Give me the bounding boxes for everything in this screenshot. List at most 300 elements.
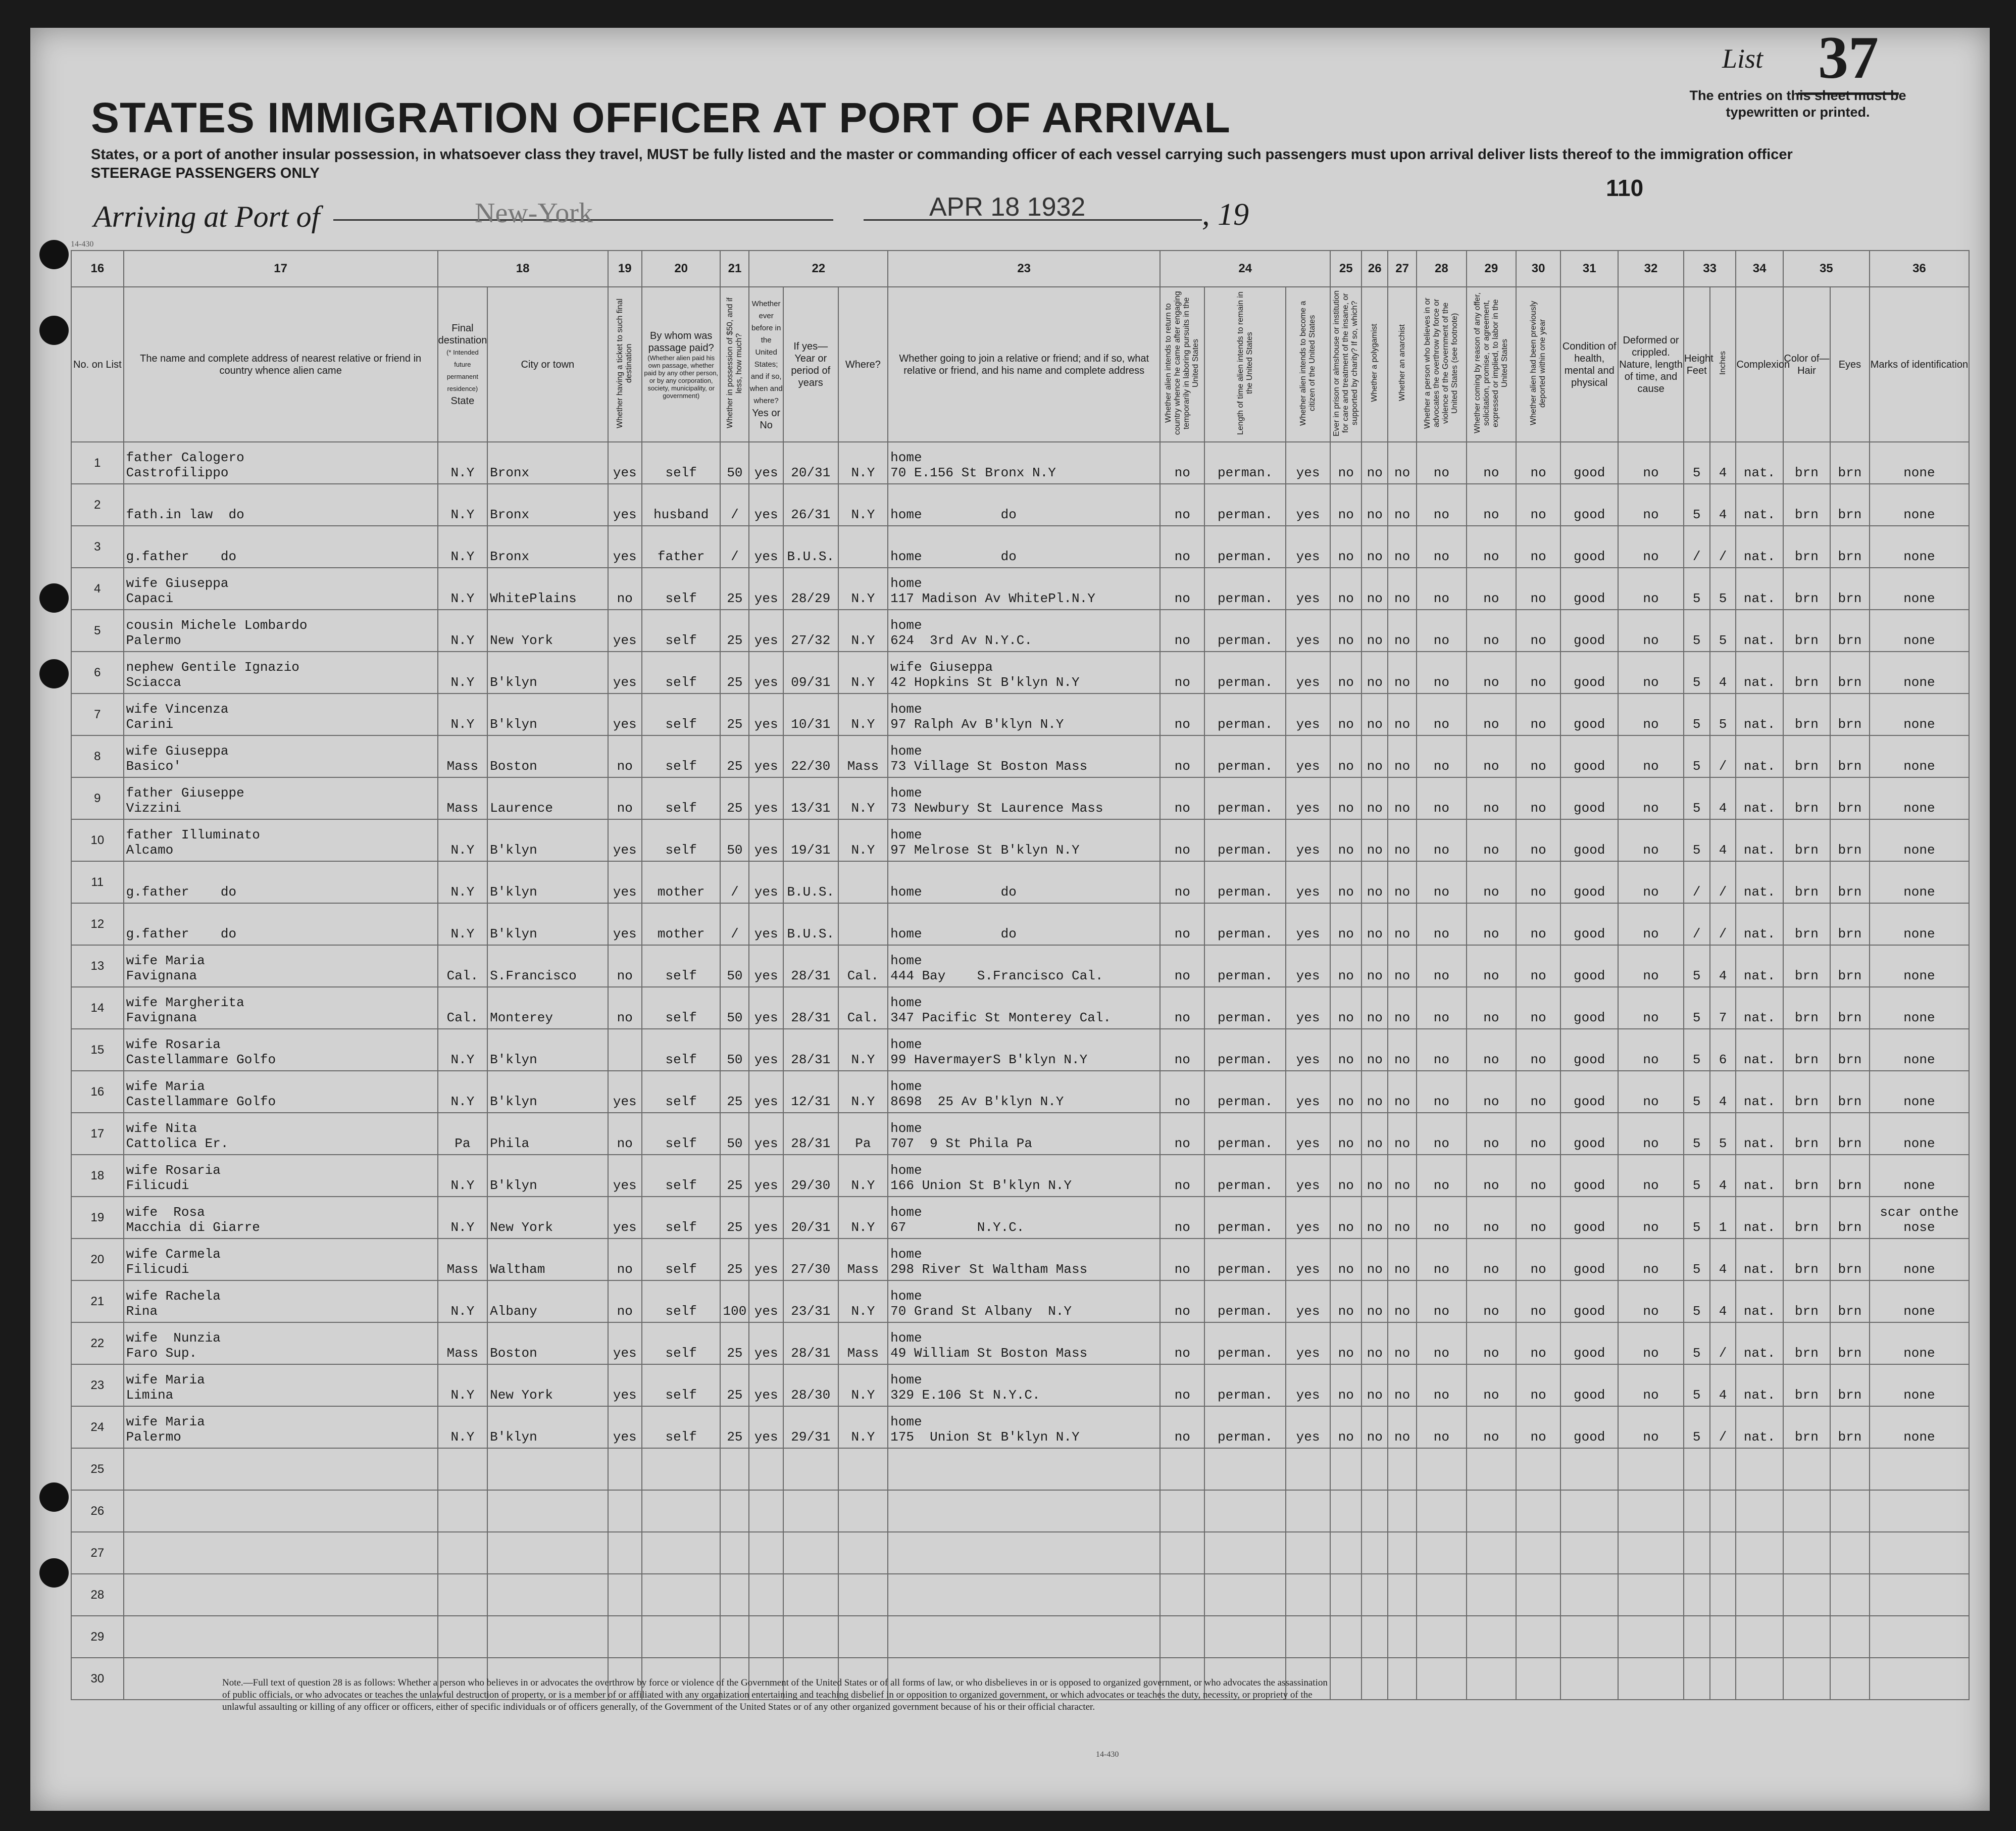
header-col29-label: Whether coming by reason of any offer, solicitation, promise, or agreement, expressed or implied, to labor in the United States <box>1473 292 1509 433</box>
empty-cell <box>1710 1574 1736 1616</box>
cell-inches: 6 <box>1710 1029 1736 1071</box>
cell-city: WhitePlains <box>487 568 608 610</box>
cell-eyes: brn <box>1830 819 1870 861</box>
cell-c30: no <box>1516 694 1560 735</box>
cell-complexion: nat. <box>1736 694 1783 735</box>
cell-money: 50 <box>720 945 749 987</box>
empty-cell <box>720 1532 749 1574</box>
cell-joining: home 67 N.Y.C. <box>888 1197 1160 1239</box>
empty-cell <box>888 1574 1160 1616</box>
empty-cell <box>438 1574 487 1616</box>
cell-c28: no <box>1417 1280 1466 1322</box>
cell-complexion: nat. <box>1736 1197 1783 1239</box>
cell-complexion: nat. <box>1736 1322 1783 1364</box>
cell-no: 9 <box>71 777 124 819</box>
cell-no: 8 <box>71 735 124 777</box>
cell-state: N.Y <box>438 1071 487 1113</box>
cell-marks: none <box>1870 1322 1969 1364</box>
cell-deformed: no <box>1618 568 1684 610</box>
cell-money: 50 <box>720 442 749 484</box>
cell-hair: brn <box>1783 1280 1830 1322</box>
header-passage-paid <box>642 287 721 442</box>
cell-inches: 5 <box>1710 568 1736 610</box>
page-title: STATES IMMIGRATION OFFICER AT PORT OF ARRIVAL <box>91 94 1231 141</box>
cell-no: 15 <box>71 1029 124 1071</box>
empty-cell <box>888 1490 1160 1532</box>
empty-cell <box>1362 1490 1388 1532</box>
empty-cell <box>783 1616 838 1658</box>
cell-hair: brn <box>1783 652 1830 694</box>
cell-relative: wife Carmela Filicudi <box>124 1239 438 1280</box>
cell-no: 30 <box>71 1658 124 1700</box>
table-row <box>71 526 1969 568</box>
cell-where: N.Y <box>838 1197 888 1239</box>
cell-no: 27 <box>71 1532 124 1574</box>
empty-cell <box>749 1616 783 1658</box>
empty-cell <box>1516 1658 1560 1700</box>
header-col30-label: Whether alien had been previously deported within one year <box>1529 301 1547 425</box>
cell-inches: 4 <box>1710 484 1736 526</box>
empty-cell <box>1736 1658 1783 1700</box>
cell-hair: brn <box>1783 694 1830 735</box>
cell-c26: no <box>1362 1239 1388 1280</box>
cell-no: 12 <box>71 903 124 945</box>
cell-c25: no <box>1330 1322 1362 1364</box>
cell-deformed: no <box>1618 903 1684 945</box>
cell-complexion: nat. <box>1736 1406 1783 1448</box>
col-number: 32 <box>1618 251 1684 287</box>
cell-no: 25 <box>71 1448 124 1490</box>
cell-paid: self <box>642 1406 721 1448</box>
cell-city: Phila <box>487 1113 608 1155</box>
cell-c25: no <box>1330 1113 1362 1155</box>
cell-c28: no <box>1417 777 1466 819</box>
cell-c25: no <box>1330 442 1362 484</box>
cell-c29: no <box>1467 903 1516 945</box>
cell-no: 7 <box>71 694 124 735</box>
empty-cell <box>1684 1448 1710 1490</box>
cell-eyes: brn <box>1830 652 1870 694</box>
empty-cell <box>1286 1490 1330 1532</box>
cell-feet: / <box>1684 861 1710 903</box>
cell-state: N.Y <box>438 1155 487 1197</box>
cell-where: N.Y <box>838 610 888 652</box>
cell-feet: 5 <box>1684 1406 1710 1448</box>
cell-feet: 5 <box>1684 1155 1710 1197</box>
footer-code: 14-430 <box>1096 1750 1119 1759</box>
cell-hair: brn <box>1783 1155 1830 1197</box>
cell-eyes: brn <box>1830 1029 1870 1071</box>
header-nearest-relative: The name and complete address of nearest relative or friend in country whence alien came <box>124 287 438 442</box>
cell-p-length: perman. <box>1204 1364 1286 1406</box>
cell-state: Mass <box>438 1239 487 1280</box>
cell-where: Mass <box>838 735 888 777</box>
cell-paid: self <box>642 568 721 610</box>
col-number: 30 <box>1516 251 1560 287</box>
cell-inches: 4 <box>1710 1364 1736 1406</box>
cell-health: good <box>1560 526 1618 568</box>
empty-cell <box>1830 1574 1870 1616</box>
cell-deformed: no <box>1618 652 1684 694</box>
header-where: Where? <box>838 287 888 442</box>
cell-c30: no <box>1516 652 1560 694</box>
cell-deformed: no <box>1618 526 1684 568</box>
cell-c27: no <box>1388 1239 1417 1280</box>
cell-relative: wife Giuseppa Basico' <box>124 735 438 777</box>
sheet-number: 110 <box>1606 175 1644 201</box>
cell-c27: no <box>1388 484 1417 526</box>
cell-c28: no <box>1417 1029 1466 1071</box>
cell-c28: no <box>1417 1197 1466 1239</box>
cell-no: 26 <box>71 1490 124 1532</box>
empty-cell <box>1710 1490 1736 1532</box>
cell-paid: self <box>642 1322 721 1364</box>
cell-relative: g.father do <box>124 903 438 945</box>
cell-c26: no <box>1362 694 1388 735</box>
cell-deformed: no <box>1618 1071 1684 1113</box>
empty-cell <box>1618 1448 1684 1490</box>
empty-cell <box>487 1616 608 1658</box>
cell-marks: none <box>1870 526 1969 568</box>
cell-complexion: nat. <box>1736 442 1783 484</box>
cell-years: 20/31 <box>783 1197 838 1239</box>
cell-relative: wife Rosaria Castellammare Golfo <box>124 1029 438 1071</box>
table-row <box>71 1239 1969 1280</box>
empty-cell <box>642 1532 721 1574</box>
manifest-table <box>71 250 1970 1700</box>
empty-cell <box>1783 1658 1830 1700</box>
subtitle-class: STEERAGE PASSENGERS ONLY <box>91 165 320 181</box>
table-row <box>71 1029 1969 1071</box>
empty-cell <box>1388 1532 1417 1574</box>
cell-relative: wife Maria Favignana <box>124 945 438 987</box>
cell-deformed: no <box>1618 1406 1684 1448</box>
cell-marks: none <box>1870 1364 1969 1406</box>
cell-p-citizen: yes <box>1286 1364 1330 1406</box>
cell-marks: none <box>1870 694 1969 735</box>
cell-c30: no <box>1516 1197 1560 1239</box>
cell-state: Mass <box>438 735 487 777</box>
punch-hole-icon <box>39 583 69 613</box>
cell-state: N.Y <box>438 652 487 694</box>
empty-cell <box>1560 1574 1618 1616</box>
empty-cell <box>1830 1448 1870 1490</box>
cell-city: Laurence <box>487 777 608 819</box>
cell-c25: no <box>1330 568 1362 610</box>
cell-c27: no <box>1388 1364 1417 1406</box>
cell-no: 29 <box>71 1616 124 1658</box>
cell-no: 10 <box>71 819 124 861</box>
header-purpose-citizen-label: Whether alien intends to become a citizen of the United States <box>1299 300 1317 426</box>
cell-joining: home 624 3rd Av N.Y.C. <box>888 610 1160 652</box>
cell-ticket: yes <box>608 652 642 694</box>
empty-cell <box>1467 1490 1516 1532</box>
empty-cell <box>783 1532 838 1574</box>
cell-c26: no <box>1362 777 1388 819</box>
cell-paid: self <box>642 1364 721 1406</box>
cell-p-return: no <box>1160 903 1204 945</box>
cell-years: 28/31 <box>783 1322 838 1364</box>
cell-c27: no <box>1388 526 1417 568</box>
cell-hair: brn <box>1783 1113 1830 1155</box>
cell-state: N.Y <box>438 1406 487 1448</box>
cell-c25: no <box>1330 652 1362 694</box>
cell-c26: no <box>1362 1071 1388 1113</box>
col-number: 36 <box>1870 251 1969 287</box>
cell-c27: no <box>1388 735 1417 777</box>
table-row <box>71 1322 1969 1364</box>
cell-marks: none <box>1870 1155 1969 1197</box>
cell-health: good <box>1560 652 1618 694</box>
empty-cell <box>1388 1448 1417 1490</box>
cell-health: good <box>1560 903 1618 945</box>
header-passage-note: (Whether alien paid his own passage, whether paid by any other person, or by any corporation, society, municipality, or government) <box>644 354 719 400</box>
cell-paid: self <box>642 1239 721 1280</box>
cell-health: good <box>1560 777 1618 819</box>
col-number: 34 <box>1736 251 1783 287</box>
cell-eyes: brn <box>1830 1197 1870 1239</box>
cell-p-return: no <box>1160 442 1204 484</box>
empty-cell <box>1736 1616 1783 1658</box>
empty-cell <box>1516 1574 1560 1616</box>
empty-cell <box>1160 1532 1204 1574</box>
cell-health: good <box>1560 861 1618 903</box>
cell-c26: no <box>1362 1364 1388 1406</box>
cell-city: Boston <box>487 735 608 777</box>
cell-c30: no <box>1516 1113 1560 1155</box>
header-no-on-list: No. on List <box>71 287 124 442</box>
cell-ticket: yes <box>608 1197 642 1239</box>
cell-marks: none <box>1870 1239 1969 1280</box>
cell-complexion: nat. <box>1736 526 1783 568</box>
cell-c28: no <box>1417 1406 1466 1448</box>
table-row <box>71 652 1969 694</box>
cell-complexion: nat. <box>1736 1113 1783 1155</box>
cell-ticket: yes <box>608 1406 642 1448</box>
header-polygamist-label: Whether a polygamist <box>1370 324 1379 402</box>
cell-feet: 5 <box>1684 1239 1710 1280</box>
cell-deformed: no <box>1618 819 1684 861</box>
cell-yn: yes <box>749 610 783 652</box>
cell-p-citizen: yes <box>1286 861 1330 903</box>
cell-ticket: yes <box>608 442 642 484</box>
cell-feet: 5 <box>1684 652 1710 694</box>
cell-c25: no <box>1330 610 1362 652</box>
empty-cell <box>608 1448 642 1490</box>
empty-cell <box>1467 1448 1516 1490</box>
cell-p-citizen: yes <box>1286 694 1330 735</box>
table-row <box>71 735 1969 777</box>
empty-cell <box>1516 1490 1560 1532</box>
cell-yn: yes <box>749 568 783 610</box>
cell-complexion: nat. <box>1736 1071 1783 1113</box>
cell-city: Bronx <box>487 484 608 526</box>
empty-cell <box>1204 1532 1286 1574</box>
cell-where <box>838 903 888 945</box>
table-row <box>71 568 1969 610</box>
manifest-body <box>71 442 1969 1700</box>
cell-state: N.Y <box>438 1197 487 1239</box>
cell-c29: no <box>1467 777 1516 819</box>
empty-cell <box>1710 1658 1736 1700</box>
col-number: 20 <box>642 251 721 287</box>
cell-money: 100 <box>720 1280 749 1322</box>
cell-feet: 5 <box>1684 819 1710 861</box>
empty-cell <box>1870 1490 1969 1532</box>
cell-feet: / <box>1684 903 1710 945</box>
cell-paid: self <box>642 652 721 694</box>
cell-c30: no <box>1516 735 1560 777</box>
cell-c30: no <box>1516 610 1560 652</box>
empty-cell <box>1560 1616 1618 1658</box>
cell-money: 25 <box>720 1406 749 1448</box>
cell-c28: no <box>1417 568 1466 610</box>
empty-cell <box>1870 1574 1969 1616</box>
cell-feet: 5 <box>1684 484 1710 526</box>
empty-cell <box>1684 1490 1710 1532</box>
cell-ticket: no <box>608 568 642 610</box>
cell-health: good <box>1560 1406 1618 1448</box>
cell-state: Cal. <box>438 987 487 1029</box>
cell-c28: no <box>1417 1155 1466 1197</box>
cell-relative: g.father do <box>124 861 438 903</box>
empty-cell <box>1362 1574 1388 1616</box>
cell-deformed: no <box>1618 610 1684 652</box>
cell-p-citizen: yes <box>1286 568 1330 610</box>
empty-cell <box>487 1574 608 1616</box>
cell-eyes: brn <box>1830 1406 1870 1448</box>
header-inches <box>1710 287 1736 442</box>
cell-state: N.Y <box>438 903 487 945</box>
cell-inches: / <box>1710 526 1736 568</box>
cell-c27: no <box>1388 568 1417 610</box>
empty-cell <box>1560 1490 1618 1532</box>
header-ticket-label: Whether having a ticket to such final destination <box>616 298 634 428</box>
empty-cell <box>1516 1616 1560 1658</box>
cell-no: 17 <box>71 1113 124 1155</box>
cell-yn: yes <box>749 652 783 694</box>
empty-cell <box>1618 1490 1684 1532</box>
col-number: 19 <box>608 251 642 287</box>
cell-c29: no <box>1467 861 1516 903</box>
cell-complexion: nat. <box>1736 1155 1783 1197</box>
table-row <box>71 1406 1969 1448</box>
empty-cell <box>608 1574 642 1616</box>
cell-joining: home 99 HavermayerS B'klyn N.Y <box>888 1029 1160 1071</box>
typewritten-note: The entries on this sheet must be typewritten or printed. <box>1689 88 1906 120</box>
header-purpose-return <box>1160 287 1204 442</box>
header-purpose-length <box>1204 287 1286 442</box>
cell-joining: home do <box>888 861 1160 903</box>
cell-c27: no <box>1388 1322 1417 1364</box>
empty-cell <box>1783 1616 1830 1658</box>
cell-c28: no <box>1417 610 1466 652</box>
cell-c30: no <box>1516 1322 1560 1364</box>
cell-inches: 4 <box>1710 1071 1736 1113</box>
empty-cell <box>1467 1574 1516 1616</box>
empty-cell <box>1417 1574 1466 1616</box>
cell-hair: brn <box>1783 610 1830 652</box>
cell-c27: no <box>1388 819 1417 861</box>
cell-joining: home 329 E.106 St N.Y.C. <box>888 1364 1160 1406</box>
cell-where: N.Y <box>838 1406 888 1448</box>
cell-p-citizen: yes <box>1286 903 1330 945</box>
empty-cell <box>749 1448 783 1490</box>
cell-c26: no <box>1362 945 1388 987</box>
cell-p-length: perman. <box>1204 945 1286 987</box>
cell-hair: brn <box>1783 1197 1830 1239</box>
cell-p-length: perman. <box>1204 861 1286 903</box>
cell-money: / <box>720 861 749 903</box>
empty-cell <box>1736 1448 1783 1490</box>
empty-cell <box>1618 1574 1684 1616</box>
cell-ticket: no <box>608 945 642 987</box>
col-number: 27 <box>1388 251 1417 287</box>
cell-c29: no <box>1467 568 1516 610</box>
cell-hair: brn <box>1783 1322 1830 1364</box>
cell-yn: yes <box>749 1280 783 1322</box>
cell-where: N.Y <box>838 652 888 694</box>
cell-paid: self <box>642 945 721 987</box>
cell-p-length: perman. <box>1204 1071 1286 1113</box>
cell-complexion: nat. <box>1736 1239 1783 1280</box>
header-feet <box>1684 287 1713 442</box>
empty-cell <box>888 1616 1160 1658</box>
table-row <box>71 1197 1969 1239</box>
empty-cell <box>1160 1616 1204 1658</box>
cell-no: 11 <box>71 861 124 903</box>
cell-c25: no <box>1330 1239 1362 1280</box>
cell-p-length: perman. <box>1204 526 1286 568</box>
cell-no: 4 <box>71 568 124 610</box>
cell-deformed: no <box>1618 1322 1684 1364</box>
table-row <box>71 1071 1969 1113</box>
cell-marks: none <box>1870 1029 1969 1071</box>
cell-state: N.Y <box>438 526 487 568</box>
table-row <box>71 694 1969 735</box>
cell-marks: none <box>1870 652 1969 694</box>
cell-joining: home 175 Union St B'klyn N.Y <box>888 1406 1160 1448</box>
cell-relative: wife Nunzia Faro Sup. <box>124 1322 438 1364</box>
cell-c28: no <box>1417 1322 1466 1364</box>
header-passage-paid-label: By whom was passage paid? <box>648 330 714 354</box>
empty-cell <box>1618 1658 1684 1700</box>
cell-c27: no <box>1388 945 1417 987</box>
cell-joining: home 444 Bay S.Francisco Cal. <box>888 945 1160 987</box>
cell-paid: self <box>642 1197 721 1239</box>
cell-health: good <box>1560 735 1618 777</box>
cell-marks: none <box>1870 1113 1969 1155</box>
cell-joining: wife Giuseppa 42 Hopkins St B'klyn N.Y <box>888 652 1160 694</box>
cell-deformed: no <box>1618 1197 1684 1239</box>
cell-marks: none <box>1870 735 1969 777</box>
cell-health: good <box>1560 1364 1618 1406</box>
cell-p-return: no <box>1160 777 1204 819</box>
cell-c29: no <box>1467 1364 1516 1406</box>
cell-complexion: nat. <box>1736 987 1783 1029</box>
cell-money: 25 <box>720 777 749 819</box>
cell-feet: 5 <box>1684 1322 1710 1364</box>
empty-cell <box>1467 1658 1516 1700</box>
cell-c26: no <box>1362 987 1388 1029</box>
cell-relative: father Giuseppe Vizzini <box>124 777 438 819</box>
header-health: Condition of health, mental and physical <box>1560 287 1618 442</box>
col-number: 17 <box>124 251 438 287</box>
cell-city: New York <box>487 1364 608 1406</box>
empty-cell <box>1417 1658 1466 1700</box>
cell-eyes: brn <box>1830 442 1870 484</box>
cell-c26: no <box>1362 484 1388 526</box>
